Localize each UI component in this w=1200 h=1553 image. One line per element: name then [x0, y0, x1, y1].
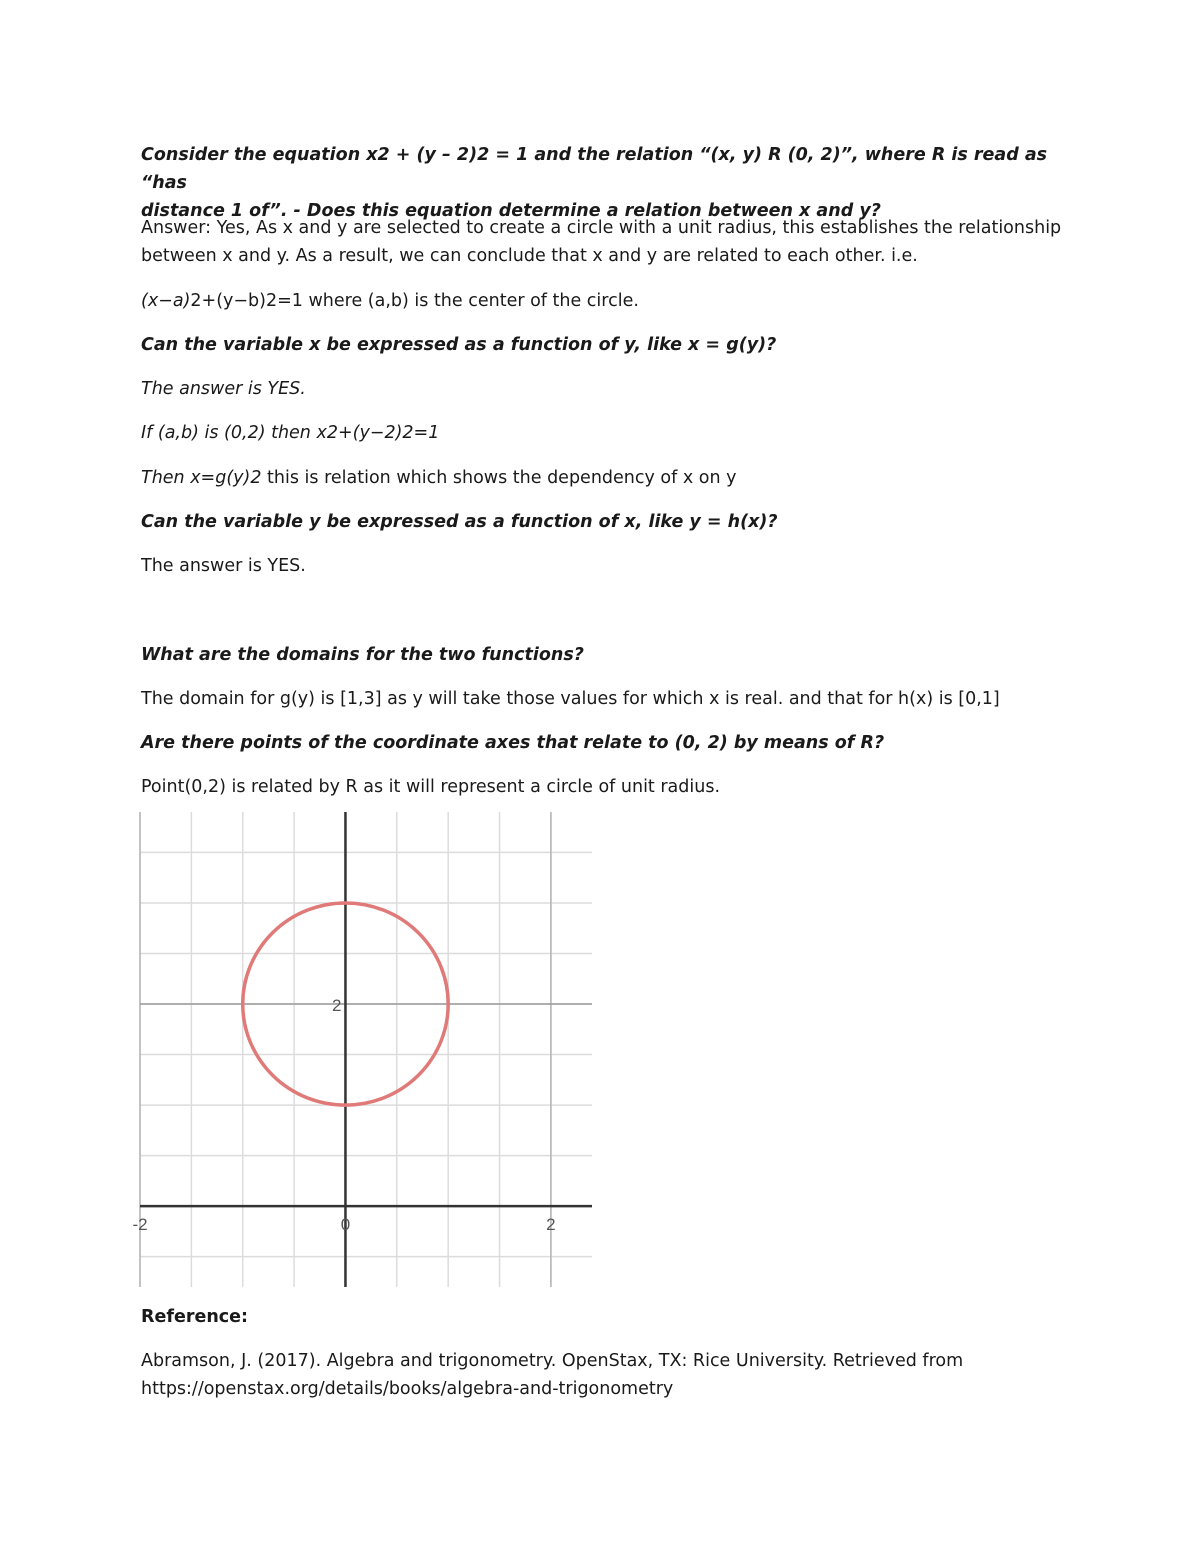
equation-rest: 2+(y−b)2=1 where (a,b) is the center of the circle.	[190, 291, 639, 311]
answer-5: Point(0,2) is related by R as it will represent a circle of unit radius.	[141, 777, 721, 797]
answer-1-line-2: between x and y. As a result, we can conclude that x and y are related to each other. i.e.	[141, 246, 918, 266]
question-5: Are there points of the coordinate axes that relate to (0, 2) by means of R?	[141, 733, 885, 753]
answer-2-then-line	[141, 464, 1071, 492]
question-4: What are the domains for the two functions?	[141, 645, 584, 665]
then-expression: Then x=g(y)2	[141, 468, 262, 488]
question-1-line-2: distance 1 of”. - Does this equation determine a relation between x and y?	[141, 201, 881, 221]
reference-entry	[141, 1347, 1071, 1403]
answer-1-line-1: Answer: Yes, As x and y are selected to create a circle with a unit radius, this establishes the relationship	[141, 218, 1062, 238]
x-tick-label: 2	[546, 1215, 556, 1235]
x-tick-label: -2	[132, 1215, 148, 1235]
answer-2-if-line: If (a,b) is (0,2) then x2+(y−2)2=1	[141, 423, 440, 443]
question-3: Can the variable y be expressed as a function of x, like y = h(x)?	[141, 512, 778, 532]
answer-3: The answer is YES.	[141, 556, 306, 576]
equation-term: (x−a)	[141, 291, 191, 311]
circle-graph	[132, 812, 592, 1287]
question-1-line-1: Consider the equation x2 + (y – 2)2 = 1 and the relation “(x, y) R (0, 2)”, where R is read as “has	[141, 145, 1048, 193]
then-explanation: this is relation which shows the dependency of x on y	[261, 468, 737, 488]
answer-4: The domain for g(y) is [1,3] as y will take those values for which x is real. and that for h(x) is [0,1]	[141, 689, 1000, 709]
x-tick-label: 0	[340, 1215, 351, 1235]
question-1	[141, 141, 1071, 225]
reference-line-2: https://openstax.org/details/books/algebra-and-trigonometry	[141, 1379, 674, 1399]
answer-1	[141, 214, 1071, 270]
reference-heading: Reference:	[141, 1307, 249, 1327]
reference-line-1: Abramson, J. (2017). Algebra and trigonometry. OpenStax, TX: Rice University. Retrieved from	[141, 1351, 964, 1371]
answer-2: The answer is YES.	[141, 379, 306, 399]
question-2: Can the variable x be expressed as a function of y, like x = g(y)?	[141, 335, 777, 355]
equation-line	[141, 287, 1071, 315]
y-tick-label: 2	[331, 996, 342, 1016]
